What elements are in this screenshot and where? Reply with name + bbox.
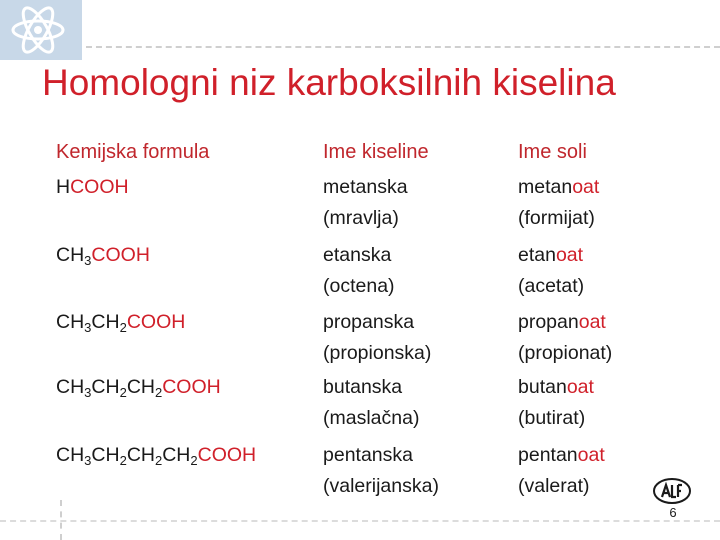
acid-name-cell: etanska (octena)	[323, 244, 395, 297]
header-formula: Kemijska formula	[56, 141, 210, 163]
formula-cell: HCOOH	[56, 176, 129, 198]
page-number: 6	[669, 505, 677, 520]
alfa-logo-icon	[652, 477, 692, 505]
salt-name-cell: propanoat (propionat)	[518, 311, 613, 364]
formula-cell: $CH_3COOH$	[56, 244, 150, 268]
acid-name-cell: pentanska (valerijanska)	[323, 444, 439, 497]
acid-name-cell: metanska (mravlja)	[323, 176, 408, 229]
acid-name-cell: propanska (propionska)	[323, 311, 432, 364]
header-divider	[86, 46, 720, 48]
salt-name-cell: butanoat (butirat)	[518, 376, 594, 429]
acid-name-cell: butanska (maslačna)	[323, 376, 420, 429]
formula-cell: $CH_3CH_2CH_2CH_2COOH$	[56, 444, 257, 468]
atom-icon	[10, 4, 66, 56]
salt-name-cell: etanoat (acetat)	[518, 244, 585, 297]
header-salt-name: Ime soli	[518, 141, 587, 163]
formula-cell: $CH_3CH_2CH_2COOH$	[56, 376, 221, 400]
formula-cell: $CH_3CH_2COOH$	[56, 311, 186, 335]
salt-name-cell: metanoat (formijat)	[518, 176, 600, 229]
salt-name-cell: pentanoat (valerat)	[518, 444, 605, 497]
footer-divider	[0, 520, 720, 522]
atom-logo-box	[0, 0, 82, 60]
page-title: Homologni niz karboksilnih kiselina	[42, 62, 616, 103]
header-acid-name: Ime kiseline	[323, 141, 429, 163]
